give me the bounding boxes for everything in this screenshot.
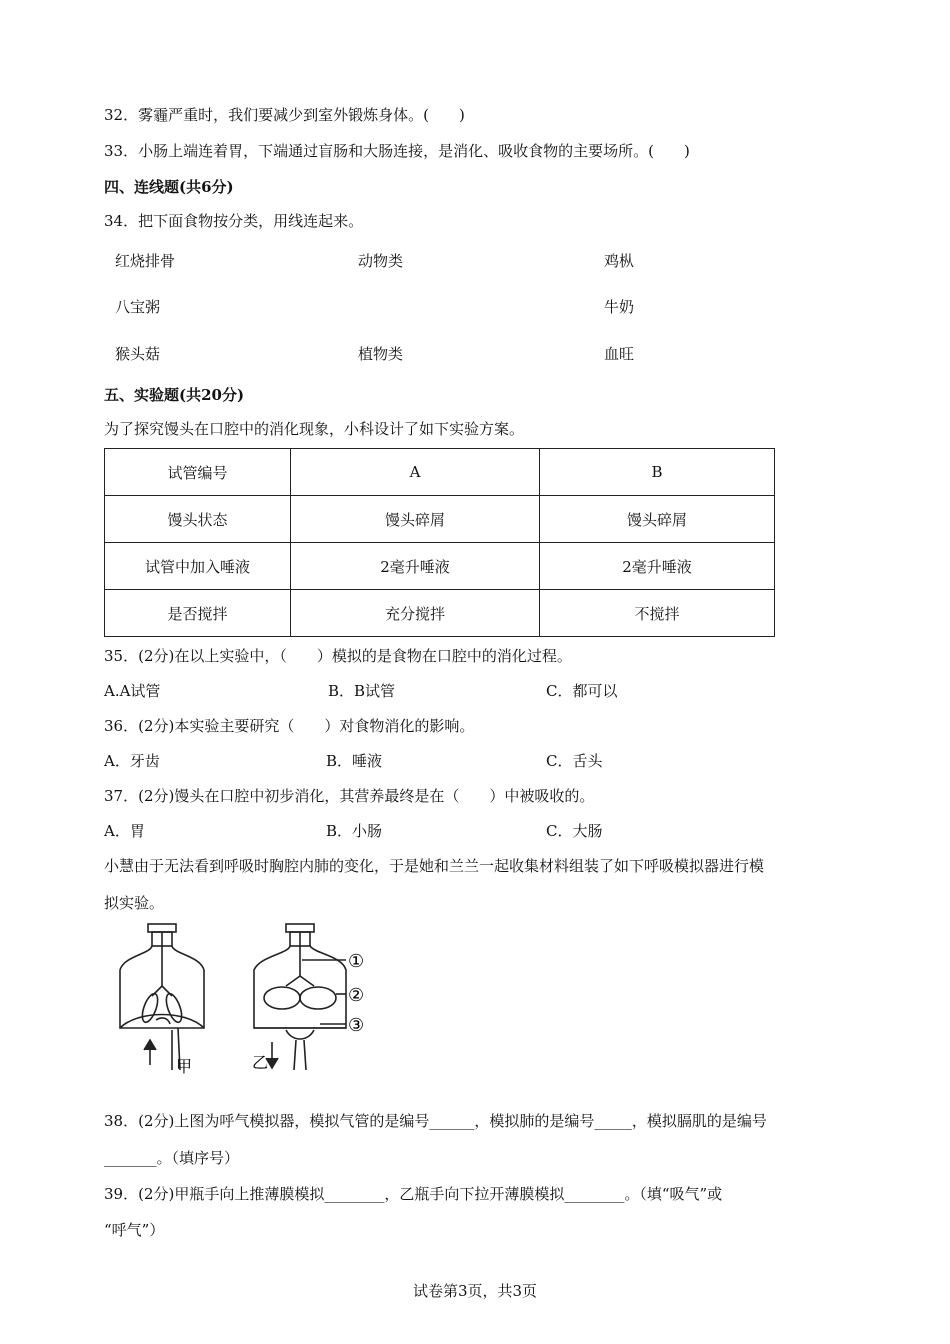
question-38-cont: _______。（填序号） (104, 1149, 240, 1167)
question-37: 37．(2分)馒头在口腔中初步消化，其营养最终是在（ ）中被吸收的。 (104, 787, 595, 805)
table-cell: A (291, 449, 540, 496)
question-36: 36．(2分)本实验主要研究（ ）对食物消化的影响。 (104, 717, 475, 735)
label-jia: 甲 (176, 1057, 193, 1076)
match-left-item[interactable]: 八宝粥 (115, 298, 161, 316)
label-yi: 乙 (252, 1053, 269, 1072)
lung-right-icon (300, 987, 336, 1009)
table-cell: 试管中加入唾液 (105, 543, 291, 590)
table-cell: 馒头碎屑 (291, 496, 540, 543)
table-cell: 是否搅拌 (105, 590, 291, 637)
table-row (105, 496, 775, 543)
page-footer: 试卷第3页，共3页 (412, 1282, 538, 1300)
match-left-item[interactable]: 红烧排骨 (115, 252, 176, 270)
q35-option-c[interactable]: C．都可以 (546, 682, 618, 700)
question-34: 34．把下面食物按分类，用线连起来。 (104, 212, 364, 230)
section-4-heading: 四、连线题(共6分) (104, 178, 234, 196)
bottle-jia (120, 924, 204, 1070)
table-cell: 不搅拌 (540, 590, 775, 637)
section-5-heading: 五、实验题(共20分) (104, 386, 245, 404)
stopper-icon (148, 924, 176, 932)
question-35: 35．(2分)在以上实验中，（ ）模拟的是食物在口腔中的消化过程。 (104, 647, 572, 665)
breathing-simulator-diagram (110, 920, 400, 1080)
q37-option-b[interactable]: B．小肠 (326, 822, 383, 840)
table-row (105, 590, 775, 637)
q36-option-b[interactable]: B．唾液 (326, 752, 383, 770)
question-32: 32．雾霾严重时，我们要减少到室外锻炼身体。( ) (104, 106, 465, 124)
match-right-item[interactable]: 血旺 (604, 345, 635, 363)
table-cell: 充分搅拌 (291, 590, 540, 637)
match-left-item[interactable]: 猴头菇 (115, 345, 161, 363)
q37-option-c[interactable]: C．大肠 (546, 822, 603, 840)
stopper-icon (286, 924, 314, 932)
table-row (105, 449, 775, 496)
breathing-intro: 小慧由于无法看到呼吸时胸腔内肺的变化，于是她和兰兰一起收集材料组装了如下呼吸模拟器进行模 (104, 857, 765, 875)
table-cell: 2毫升唾液 (540, 543, 775, 590)
match-right-item[interactable]: 鸡枞 (604, 252, 635, 270)
question-39: 39．(2分)甲瓶手向上推薄膜模拟________，乙瓶手向下拉开薄膜模拟________。（填“吸气”或 (104, 1185, 723, 1203)
question-38: 38．(2分)上图为呼气模拟器，模拟气管的是编号______，模拟肺的是编号_____，模拟膈肌的是编号 (104, 1112, 767, 1130)
q35-option-a[interactable]: A.A试管 (104, 682, 161, 700)
breathing-intro-cont: 拟实验。 (104, 894, 165, 912)
label-1: ① (348, 951, 365, 972)
match-category-item[interactable]: 植物类 (358, 345, 404, 363)
q35-option-b[interactable]: B．B试管 (328, 682, 396, 700)
question-39-cont: “呼气”） (104, 1221, 165, 1239)
lung-left-icon (264, 987, 300, 1009)
experiment-table (104, 448, 775, 637)
q37-option-a[interactable]: A．胃 (104, 822, 145, 840)
table-cell: 2毫升唾液 (291, 543, 540, 590)
table-cell: 馒头碎屑 (540, 496, 775, 543)
q36-option-a[interactable]: A．牙齿 (104, 752, 160, 770)
membrane-icon (120, 1015, 204, 1029)
table-cell: 试管编号 (105, 449, 291, 496)
table-row (105, 543, 775, 590)
match-right-item[interactable]: 牛奶 (604, 298, 635, 316)
experiment-intro: 为了探究馒头在口腔中的消化现象，小科设计了如下实验方案。 (104, 420, 525, 438)
label-2: ② (348, 985, 365, 1006)
q36-option-c[interactable]: C．舌头 (546, 752, 603, 770)
bottle-yi (254, 924, 346, 1070)
match-category-item[interactable]: 动物类 (358, 252, 404, 270)
question-33: 33．小肠上端连着胃，下端通过盲肠和大肠连接，是消化、吸收食物的主要场所。( ) (104, 142, 690, 160)
table-cell: 馒头状态 (105, 496, 291, 543)
table-cell: B (540, 449, 775, 496)
label-3: ③ (348, 1015, 365, 1036)
